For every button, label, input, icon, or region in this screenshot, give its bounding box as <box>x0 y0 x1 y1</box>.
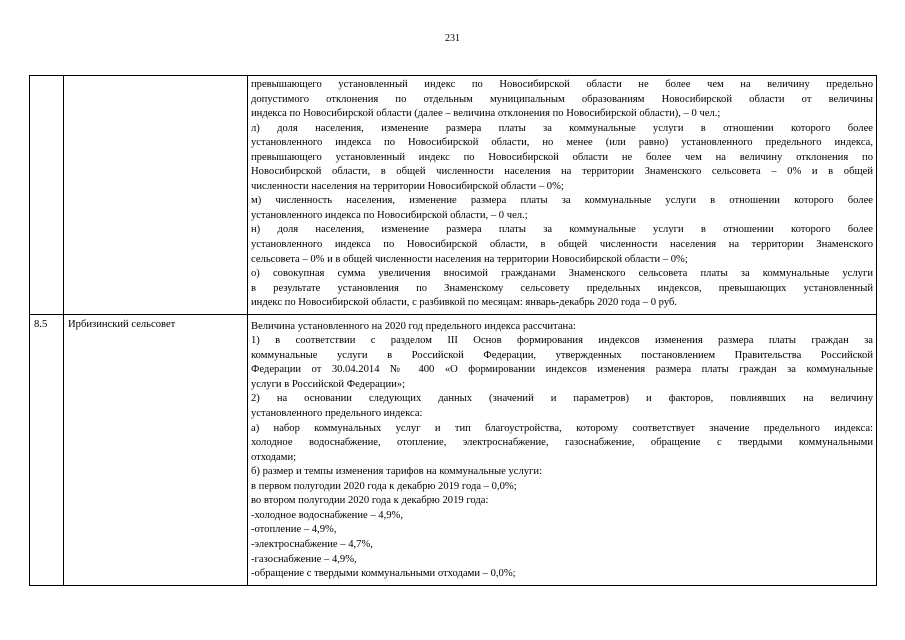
text-line: м) численность населения, изменение размера платы за коммунальные услуги в отношении которого более <box>251 195 873 207</box>
settlement-name-cell <box>64 76 248 315</box>
text-line: л) доля населения, изменение размера платы за коммунальные услуги в отношении которого более <box>251 122 873 134</box>
settlement-name-cell: Ирбизинский сельсовет <box>64 314 248 585</box>
description-cell <box>248 76 877 315</box>
page-number: 231 <box>445 33 460 44</box>
text-line: о) совокупная сумма увеличения вносимой гражданами Знаменского сельсовета платы за коммунальные услуги <box>251 268 873 280</box>
text-line: установленного индекса по Новосибирской области, но менее (или равно) установленного предельного индекса, <box>251 137 873 149</box>
text-line: индекса по Новосибирской области (далее – величина отклонения по Новосибирской области), – 0 чел.; <box>251 108 721 120</box>
text-line: Федерации от 30.04.2014 № 400 «О формировании индексов изменения размера платы граждан за коммунальные <box>251 364 873 376</box>
text-line: услуги в Российской Федерации»; <box>251 378 406 390</box>
text-line: б) размер и темпы изменения тарифов на коммунальные услуги: <box>251 466 543 478</box>
table-row <box>30 76 877 315</box>
text-line: 2) на основании следующих данных (значений и параметров) и факторов, повлиявших на величину <box>251 393 873 405</box>
text-line: превышающего установленный индекс по Новосибирской области не более чем на величину предельно <box>251 79 873 90</box>
text-line: превышающего установленный индекс по Новосибирской области не более чем на величину отклонения по <box>251 151 873 163</box>
text-line: установленного предельного индекса: <box>251 408 423 420</box>
text-line: установленного индекса по Новосибирской области, в общей численности населения на территории Знаменского <box>251 239 873 251</box>
text-line: Новосибирской области, в общей численности населения на территории Знаменского сельсовета – 0% и в общей <box>251 166 873 178</box>
text-line: установленного индекса по Новосибирской области, – 0 чел.; <box>251 209 528 221</box>
text-line: Величина установленного на 2020 год предельного индекса рассчитана: <box>251 320 576 332</box>
text-line: а) набор коммунальных услуг и тип благоустройства, которому соответствует значение предельного индекса: <box>251 422 873 434</box>
text-line: -электроснабжение – 4,7%, <box>251 538 373 550</box>
table-row <box>30 314 877 585</box>
text-line: сельсовета – 0% и в общей численности населения на территории Новосибирской области – 0%; <box>251 253 688 265</box>
text-line: -обращение с твердыми коммунальными отходами – 0,0%; <box>251 568 516 580</box>
text-line: в первом полугодии 2020 года к декабрю 2019 года – 0,0%; <box>251 480 517 492</box>
text-line: индекс по Новосибирской области, с разбивкой по месяцам: январь-декабрь 2020 года – 0 руб. <box>251 297 678 309</box>
text-line: отходами; <box>251 451 297 463</box>
text-line: -холодное водоснабжение – 4,9%, <box>251 509 403 521</box>
text-line: -отопление – 4,9%, <box>251 524 337 536</box>
text-line: н) доля населения, изменение размера платы за коммунальные услуги в отношении которого более <box>251 224 873 236</box>
text-line: -газоснабжение – 4,9%, <box>251 553 357 565</box>
text-line: допустимого отклонения по отдельным муниципальным образованиям Новосибирской области от величины <box>251 93 873 105</box>
text-line: в результате установления по Знаменскому сельсовету предельных индексов, превышающих установленный <box>251 282 873 294</box>
row-number-cell: 8.5 <box>30 314 64 585</box>
text-line: холодное водоснабжение, отопление, электроснабжение, газоснабжение, обращение с твердыми коммунальными <box>251 437 873 449</box>
data-table <box>29 75 877 586</box>
text-line: 1) в соответствии с разделом III Основ формирования индексов изменения размера платы граждан за <box>251 335 873 347</box>
description-cell <box>248 314 877 585</box>
text-line: во втором полугодии 2020 года к декабрю 2019 года: <box>251 495 489 507</box>
row-number-cell <box>30 76 64 315</box>
text-line: численности населения на территории Новосибирской области – 0%; <box>251 180 564 192</box>
text-line: коммунальные услуги в Российской Федерации, утвержденных постановлением Правительства Российской <box>251 349 873 361</box>
